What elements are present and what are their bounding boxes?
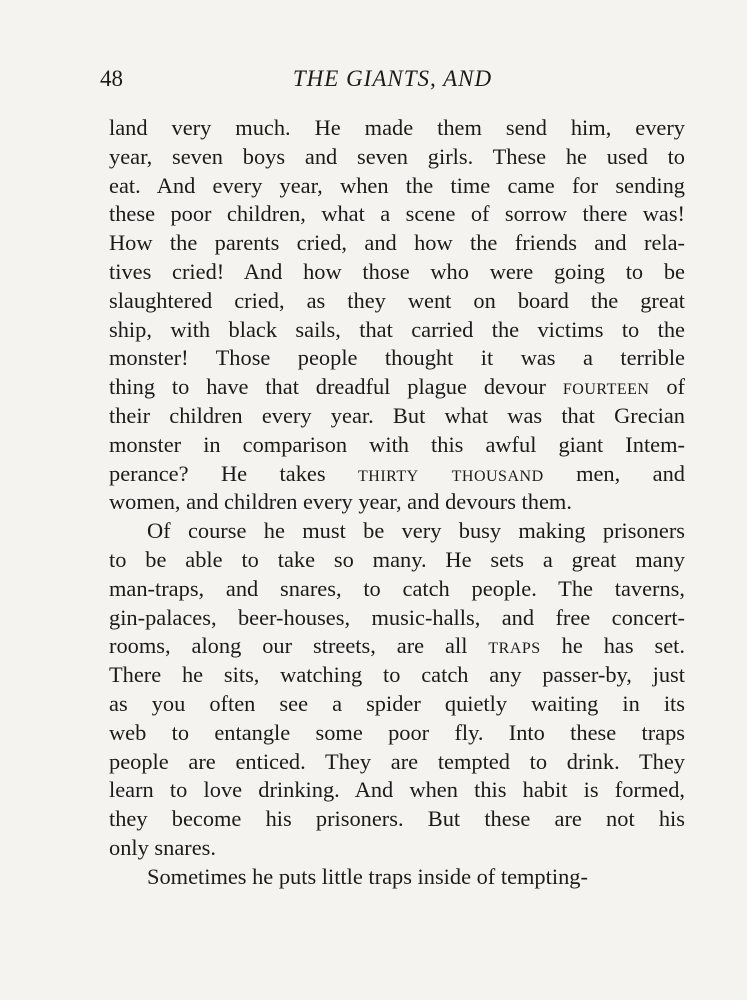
text-run: slaughtered cried, as they went on board the great	[109, 287, 685, 313]
text-line	[109, 517, 685, 546]
text-line	[109, 431, 685, 460]
text-run: Of course he must be very busy making prisoners	[147, 518, 685, 544]
text-run: their children every year. But what was that Grecian	[109, 402, 685, 428]
paragraph	[109, 863, 685, 892]
text-line	[109, 200, 685, 229]
running-title: THE GIANTS, AND	[292, 66, 493, 91]
paragraph	[109, 114, 685, 517]
text-run: eat. And every year, when the time came for sending	[109, 172, 685, 198]
small-caps-emphasis: fourteen	[562, 374, 650, 400]
text-run: tives cried! And how those who were going to be	[109, 258, 685, 284]
text-line	[109, 748, 685, 777]
text-line	[109, 834, 685, 863]
text-line	[109, 172, 685, 201]
text-run: women, and children every year, and devours them.	[109, 489, 572, 515]
text-run: only snares.	[109, 834, 216, 860]
text-run: of	[649, 374, 685, 400]
text-run: ship, with black sails, that carried the victims to the	[109, 316, 685, 342]
text-line	[109, 719, 685, 748]
text-line	[109, 229, 685, 258]
text-run: perance? He takes	[109, 460, 358, 486]
text-line	[109, 604, 685, 633]
body-text	[109, 114, 685, 892]
text-run: thing to have that dreadful plague devour	[109, 374, 563, 400]
text-run: men, and	[543, 460, 685, 486]
text-line	[109, 316, 685, 345]
text-line	[109, 488, 685, 517]
text-run: these poor children, what a scene of sorrow there was!	[109, 201, 685, 227]
text-line	[109, 143, 685, 172]
text-line	[109, 114, 685, 143]
text-run: gin-palaces, beer-houses, music-halls, and free concert-	[109, 604, 685, 630]
text-run: rooms, along our streets, are all	[109, 633, 489, 659]
text-run: learn to love drinking. And when this habit is formed,	[109, 777, 685, 803]
text-line	[109, 460, 685, 489]
text-line	[109, 863, 685, 892]
text-run: they become his prisoners. But these are not his	[109, 806, 685, 832]
text-line	[109, 287, 685, 316]
paragraph	[109, 517, 685, 863]
text-run: man-traps, and snares, to catch people. The taverns,	[109, 575, 685, 601]
text-run: monster! Those people thought it was a terrible	[109, 345, 685, 371]
text-run: land very much. He made them send him, every	[109, 115, 685, 140]
text-line	[109, 805, 685, 834]
text-line	[109, 632, 685, 661]
small-caps-emphasis: traps	[488, 633, 541, 659]
text-line	[109, 344, 685, 373]
page-number: 48	[100, 66, 123, 91]
small-caps-emphasis: thirty thousand	[357, 460, 544, 486]
text-run: people are enticed. They are tempted to drink. They	[109, 748, 685, 774]
text-line	[109, 373, 685, 402]
text-run: monster in comparison with this awful giant Intem-	[109, 431, 685, 457]
text-run: Sometimes he puts little traps inside of tempting-	[147, 863, 588, 889]
text-line	[109, 258, 685, 287]
text-line	[109, 575, 685, 604]
text-line	[109, 402, 685, 431]
text-line	[109, 776, 685, 805]
text-run: year, seven boys and seven girls. These he used to	[109, 143, 685, 169]
text-line	[109, 690, 685, 719]
text-run: as you often see a spider quietly waiting in its	[109, 690, 685, 716]
running-head	[100, 66, 685, 96]
text-run: he has set.	[540, 633, 685, 659]
text-run: There he sits, watching to catch any passer-by, just	[109, 662, 685, 688]
text-run: web to entangle some poor fly. Into these traps	[109, 719, 685, 745]
text-run: to be able to take so many. He sets a great many	[109, 546, 685, 572]
text-line	[109, 546, 685, 575]
text-line	[109, 661, 685, 690]
text-run: How the parents cried, and how the friends and rela-	[109, 230, 685, 256]
